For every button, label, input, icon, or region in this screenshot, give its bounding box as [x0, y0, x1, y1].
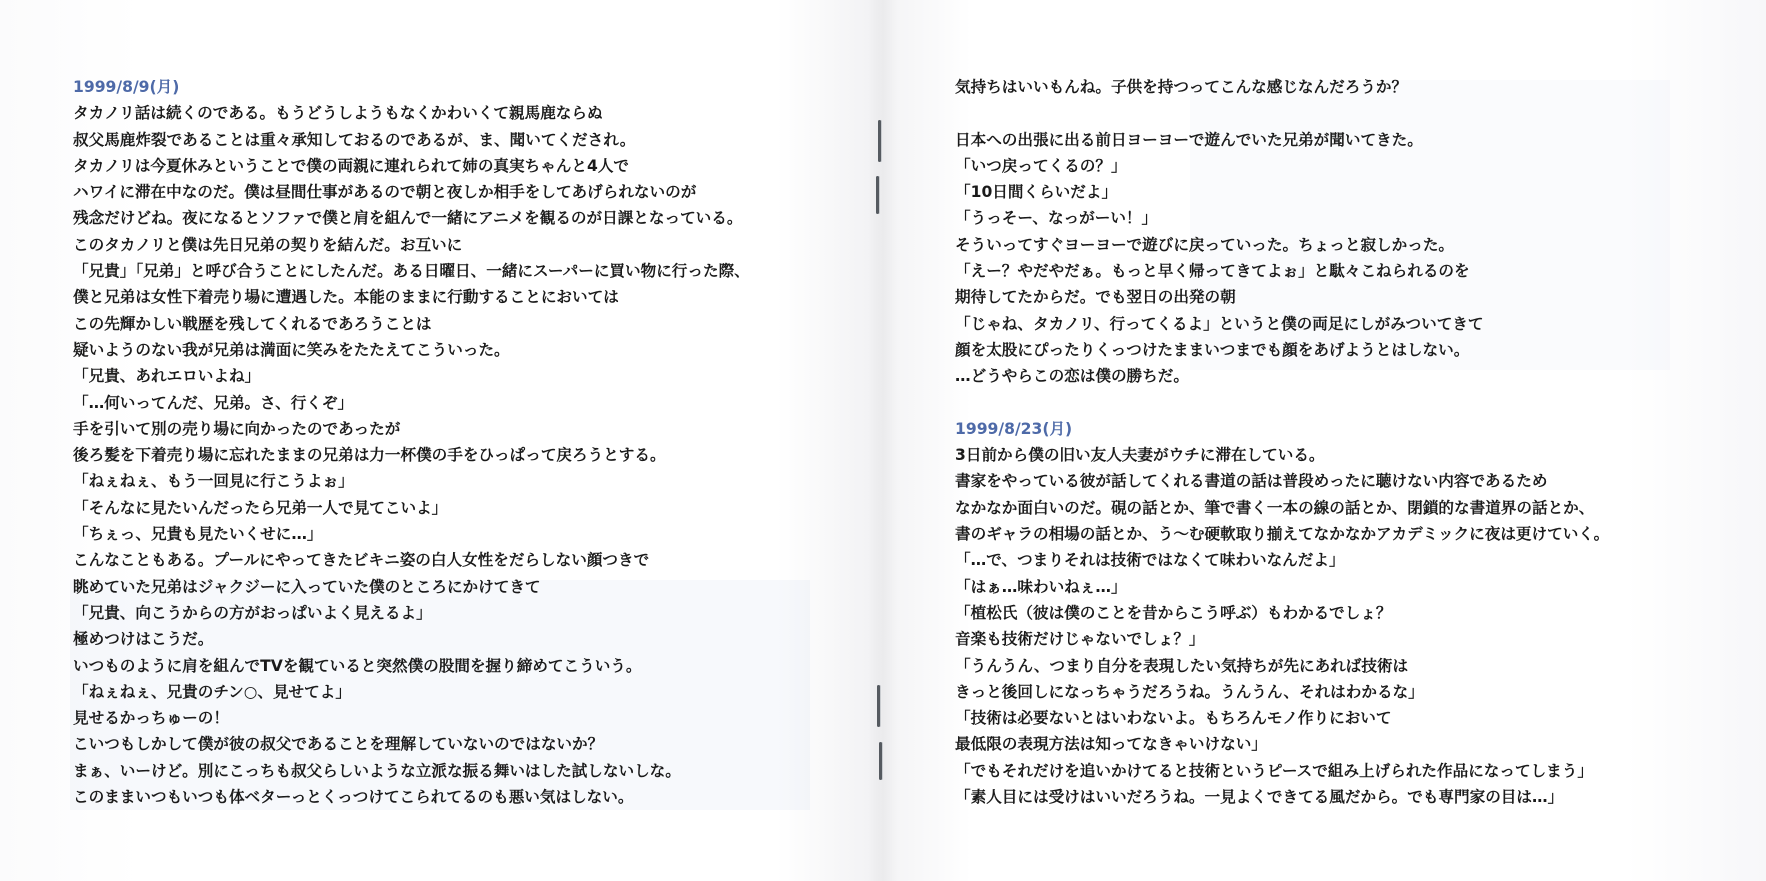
text-line: タカノリ話は続くのである。もうどうしようもなくかわいくて親馬鹿ならぬ [73, 104, 603, 123]
staple [878, 120, 881, 162]
text-line: 「兄貴、あれエロいよね」 [73, 367, 261, 386]
text-line: 「兄貴、向こうからの方がおっぱいよく見えるよ」 [73, 603, 432, 622]
text-line: 書家をやっている彼が話してくれる書道の話は普段めったに聴けない内容であるため [955, 472, 1548, 491]
text-line: 極めつけはこうだ。 [73, 630, 214, 649]
text-line: 「技術は必要ないとはいわないよ。もちろんモノ作りにおいて [955, 709, 1392, 728]
text-line: この先輝かしい戦歴を残してくれるであろうことは [73, 314, 432, 333]
text-line: 「10日間くらいだよ」 [955, 183, 1118, 202]
text-line: ハワイに滞在中なのだ。僕は昼間仕事があるので朝と夜しか相手をしてあげられないのが [73, 183, 697, 202]
staple [879, 742, 882, 780]
entry-body [955, 442, 1609, 810]
text-line: 僕と兄弟は女性下着売り場に遭遇した。本能のままに行動することにおいては [73, 288, 619, 307]
text-line: 手を引いて別の売り場に向かったのであったが [73, 419, 401, 438]
center-fold [868, 0, 898, 881]
text-line: 最低限の表現方法は知ってなきゃいけない」 [955, 735, 1267, 754]
text-line: 「ねぇねぇ、兄貴のチン○、見せてよ」 [73, 682, 351, 701]
text-line: …どうやらこの恋は僕の勝ちだ。 [955, 367, 1189, 386]
text-line: タカノリは今夏休みということで僕の両親に連れられて姉の真実ちゃんと4人で [73, 156, 630, 175]
text-line: 「うっそー、なっがーい！」 [955, 209, 1158, 228]
text-line: 「植松氏（彼は僕のことを昔からこう呼ぶ）もわかるでしょ？ [955, 603, 1392, 622]
text-line: 「はぁ…味わいねぇ…」 [955, 577, 1127, 596]
text-line: 後ろ髪を下着売り場に忘れたままの兄弟は力一杯僕の手をひっぱって戻ろうとする。 [73, 446, 666, 465]
text-line: 「えー？やだやだぁ。もっと早く帰ってきてよぉ」と駄々こねられるのを [955, 262, 1470, 281]
text-line: なかなか面白いのだ。硯の話とか、筆で書く一本の線の話とか、閉鎖的な書道界の話とか、 [955, 498, 1595, 517]
text-line: 3日前から僕の旧い友人夫妻がウチに滞在している。 [955, 446, 1325, 465]
text-line: 「…で、つまりそれは技術ではなくて味わいなんだよ」 [955, 551, 1345, 570]
text-line: 「ちぇっ、兄貴も見たいくせに…」 [73, 525, 323, 544]
text-line: 日本への出張に出る前日ヨーヨーで遊んでいた兄弟が聞いてきた。 [955, 130, 1423, 149]
text-line: 「そんなに見たいんだったら兄弟一人で見てこいよ」 [73, 498, 448, 517]
text-line: 「うんうん、つまり自分を表現したい気持ちが先にあれば技術は [955, 656, 1409, 675]
text-line: 「素人目には受けはいいだろうね。一見よくできてる風だから。でも専門家の目は…」 [955, 788, 1564, 807]
text-line: きっと後回しになっちゃうだろうね。うんうん、それはわかるな」 [955, 682, 1424, 701]
text-line [955, 100, 1609, 126]
text-line: 顔を太股にぴったりくっつけたままいつまでも顔をあげようとはしない。 [955, 340, 1470, 359]
text-line: 「ねぇねぇ、もう一回見に行こうよぉ」 [73, 472, 354, 491]
text-line: 「でもそれだけを追いかけてると技術というピースで組み上げられた作品になってしまう」 [955, 761, 1593, 780]
text-line: 叔父馬鹿炸裂であることは重々承知しておるのであるが、ま、聞いてくだされ。 [73, 130, 636, 149]
left-page [73, 74, 750, 810]
text-line: 「…何いってんだ、兄弟。さ、行くぞ」 [73, 393, 354, 412]
right-page [955, 74, 1609, 810]
text-line: このタカノリと僕は先日兄弟の契りを結んだ。お互いに [73, 235, 463, 254]
text-line: 気持ちはいいもんね。子供を持つってこんな感じなんだろうか？ [955, 78, 1408, 96]
text-line: 「じゃね、タカノリ、行ってくるよ」というと僕の両足にしがみついてきて [955, 314, 1484, 333]
text-line: 眺めていた兄弟はジャクジーに入っていた僕のところにかけてきて [73, 577, 541, 596]
text-line: 「兄貴」「兄弟」と呼び合うことにしたんだ。ある日曜日、一緒にスーパーに買い物に行った際、 [73, 262, 750, 281]
entry-body-continued [955, 74, 1609, 390]
text-line: 音楽も技術だけじゃないでしょ？」 [955, 630, 1205, 649]
text-line: 「いつ戻ってくるの？」 [955, 156, 1127, 175]
staple [877, 685, 880, 727]
entry-date: 1999/8/23(月) [955, 419, 1073, 438]
text-line: そういってすぐヨーヨーで遊びに戻っていった。ちょっと寂しかった。 [955, 235, 1455, 254]
text-line: 書のギャラの相場の話とか、う～む硬軟取り揃えてなかなかアカデミックに夜は更けていく。 [955, 525, 1610, 544]
text-line: 期待してたからだ。でも翌日の出発の朝 [955, 288, 1236, 307]
text-line: こいつもしかして僕が彼の叔父であることを理解していないのではないか？ [73, 735, 604, 754]
text-line: 見せるかっちゅーの！ [73, 709, 229, 728]
text-line: まぁ、いーけど。別にこっちも叔父らしいような立派な振る舞いはした試しないしな。 [73, 761, 681, 780]
staple [876, 176, 879, 214]
text-line: こんなこともある。プールにやってきたビキニ姿の白人女性をだらしない顔つきで [73, 551, 650, 570]
entry-date: 1999/8/9(月) [73, 78, 180, 96]
entry-body [73, 100, 750, 810]
text-line: このままいつもいつも体ベターっとくっつけてこられてるのも悪い気はしない。 [73, 788, 634, 807]
text-line: 残念だけどね。夜になるとソファで僕と肩を組んで一緒にアニメを観るのが日課となっている。 [73, 209, 743, 228]
text-line: 疑いようのない我が兄弟は満面に笑みをたたえてこういった。 [73, 340, 510, 359]
spacer [955, 390, 1609, 416]
text-line: いつものように肩を組んでTVを観ていると突然僕の股間を握り締めてこういう。 [73, 656, 642, 675]
